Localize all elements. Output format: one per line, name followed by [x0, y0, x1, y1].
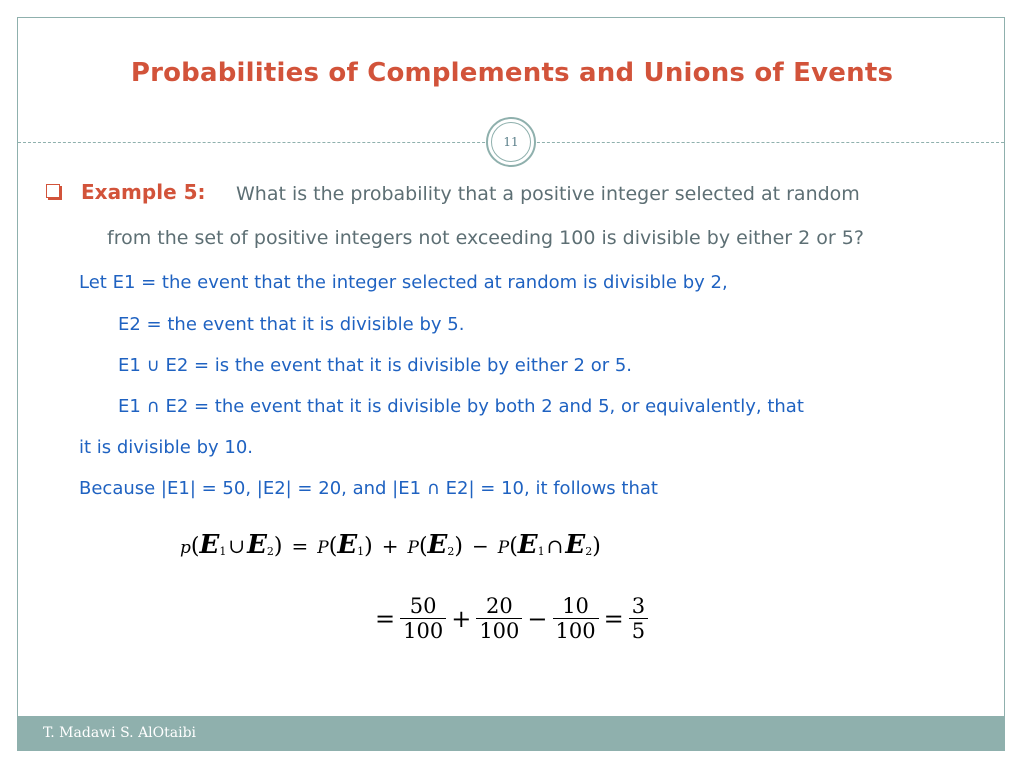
eq-operator: ∪: [228, 534, 246, 558]
page-number: 11: [491, 122, 531, 162]
body-line-3: E1 ∪ E2 = is the event that it is divisible by either 2 or 5.: [118, 355, 633, 376]
eq-symbol: ): [364, 534, 373, 559]
eq-symbol: p: [180, 538, 191, 558]
body-line-6: Because |E1| = 50, |E2| = 20, and |E1 ∩ E2| = 10, it follows that: [79, 478, 658, 499]
eq-operator: =: [291, 534, 309, 558]
footer-bar: [17, 716, 1005, 751]
equation-computation: [372, 594, 650, 643]
eq-symbol: (: [328, 534, 338, 559]
fraction-numerator: 20: [485, 594, 513, 618]
eq-symbol: (: [190, 534, 200, 559]
eq-symbol: P: [407, 538, 419, 558]
eq-subscript: 2: [585, 545, 593, 558]
eq-operator: =: [603, 604, 624, 633]
eq-symbol: E: [565, 530, 586, 560]
fraction-denominator: 100: [553, 618, 599, 643]
eq-operator: −: [471, 534, 489, 558]
body-line-4: E1 ∩ E2 = the event that it is divisible by both 2 and 5, or equivalently, that: [118, 396, 804, 417]
eq-subscript: 1: [357, 545, 365, 558]
question-line-1: What is the probability that a positive integer selected at random: [236, 183, 860, 205]
eq-operator: −: [527, 604, 548, 633]
body-line-5: it is divisible by 10.: [79, 437, 253, 458]
fraction-numerator: 10: [562, 594, 589, 618]
eq-subscript: 2: [266, 545, 274, 558]
page-number-badge: [486, 117, 536, 167]
eq-subscript: 2: [447, 545, 455, 558]
eq-operator: +: [451, 604, 472, 633]
fraction: [400, 594, 446, 643]
eq-symbol: E: [199, 530, 220, 560]
fraction-numerator: 50: [409, 594, 437, 618]
checkbox-bullet-icon: [46, 184, 60, 198]
eq-operator: =: [375, 604, 396, 633]
fraction: [629, 594, 648, 643]
eq-symbol: ): [454, 534, 463, 559]
eq-symbol: E: [427, 530, 448, 560]
eq-symbol: P: [497, 538, 510, 558]
eq-symbol: (: [418, 534, 428, 559]
question-line-2: from the set of positive integers not exceeding 100 is divisible by either 2 or 5?: [107, 227, 864, 249]
eq-symbol: E: [247, 530, 267, 560]
eq-subscript: 1: [537, 545, 545, 558]
equation-inclusion-exclusion: [180, 530, 601, 560]
fraction: [476, 594, 522, 643]
eq-symbol: E: [517, 530, 538, 560]
eq-symbol: ): [592, 534, 601, 559]
example-label: Example 5:: [81, 180, 206, 204]
eq-operator: ∩: [546, 534, 564, 558]
fraction: [553, 594, 599, 643]
body-line-2: E2 = the event that it is divisible by 5.: [118, 314, 465, 335]
fraction-denominator: 100: [400, 618, 446, 643]
eq-symbol: (: [509, 534, 518, 559]
fraction-denominator: 5: [629, 618, 648, 643]
slide-title: Probabilities of Complements and Unions of Events: [130, 58, 894, 88]
eq-symbol: P: [317, 538, 329, 558]
body-line-1: Let E1 = the event that the integer selected at random is divisible by 2,: [79, 272, 728, 293]
eq-symbol: ): [273, 534, 283, 559]
eq-symbol: E: [337, 530, 358, 560]
eq-operator: +: [381, 534, 399, 558]
eq-subscript: 1: [219, 545, 227, 558]
fraction-denominator: 100: [476, 618, 522, 643]
fraction-numerator: 3: [631, 594, 646, 618]
footer-author: T. Madawi S. AlOtaibi: [43, 725, 197, 741]
